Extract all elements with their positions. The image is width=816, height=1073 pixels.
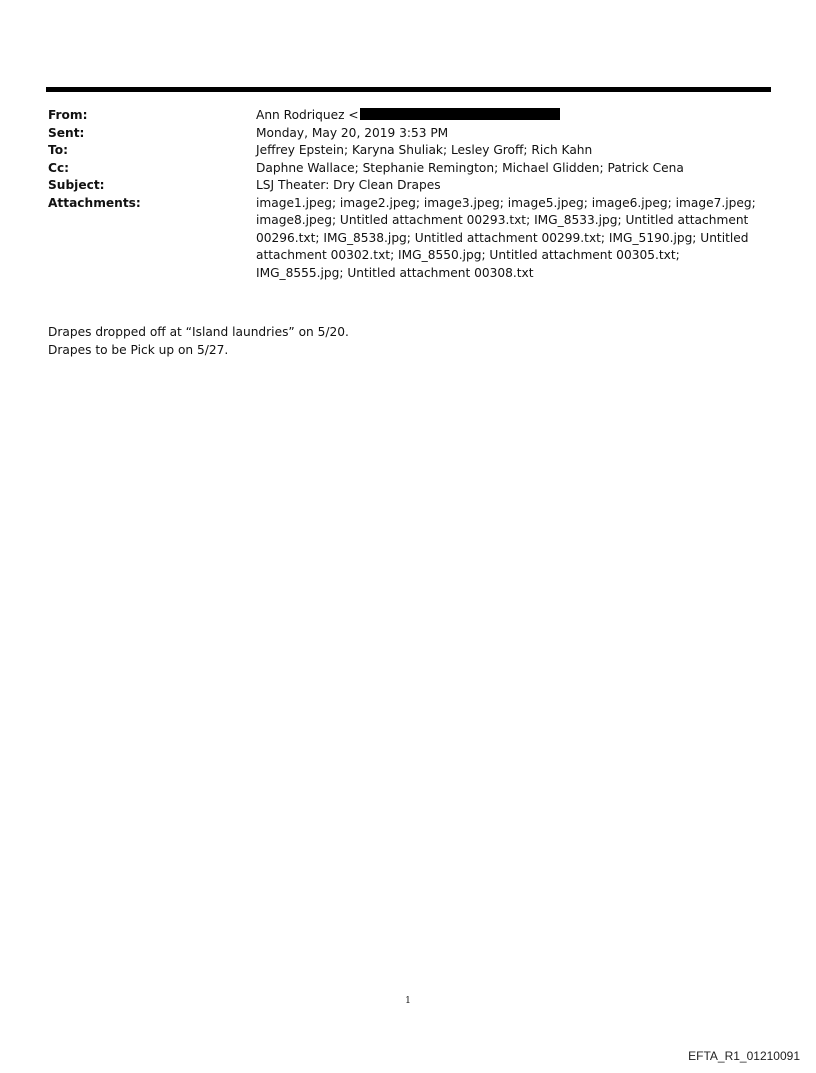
- attachments-value: image1.jpeg; image2.jpeg; image3.jpeg; image5.jpeg; image6.jpeg; image7.jpeg; image8.jpeg; Untitled attachment 00293.txt; IMG_8533.jpg; Untitled attachment 00296.txt; IMG_8538.jpg; Untitled attachment 00299.txt; IMG_5190.jpg; Untitled attachment 00302.txt; IMG_8550.jpg; Untitled attachment 00305.txt; IMG_8555.jpg; Untitled attachment 00308.txt: [256, 195, 756, 280]
- sent-row: [48, 125, 768, 143]
- from-value: [256, 107, 768, 125]
- subject-label: Subject:: [48, 178, 105, 192]
- subject-value: LSJ Theater: Dry Clean Drapes: [256, 178, 441, 192]
- from-sender-name: Ann Rodriquez <: [256, 108, 359, 122]
- subject-row: [48, 177, 768, 195]
- body-line: Drapes to be Pick up on 5/27.: [48, 342, 229, 357]
- sent-value: Monday, May 20, 2019 3:53 PM: [256, 125, 449, 140]
- cc-row: [48, 160, 768, 178]
- to-label: To:: [48, 143, 68, 157]
- document-id: EFTA_R1_01210091: [688, 1049, 800, 1063]
- cc-label: Cc:: [48, 160, 70, 175]
- body-line: Drapes dropped off at “Island laundries” on 5/20.: [48, 325, 349, 339]
- cc-value: Daphne Wallace; Stephanie Remington; Michael Glidden; Patrick Cena: [256, 160, 684, 175]
- from-label: From:: [48, 108, 88, 122]
- email-body: [48, 324, 768, 359]
- to-row: [48, 142, 768, 160]
- attachments-row: [48, 195, 768, 283]
- to-value: Jeffrey Epstein; Karyna Shuliak; Lesley Groff; Rich Kahn: [256, 143, 593, 157]
- attachments-label: Attachments:: [48, 195, 141, 210]
- email-header-block: [48, 107, 768, 282]
- redaction-bar: [360, 108, 560, 120]
- sent-label: Sent:: [48, 125, 85, 140]
- header-divider: [46, 87, 771, 92]
- page-number: 1: [405, 996, 411, 1006]
- from-row: [48, 107, 768, 125]
